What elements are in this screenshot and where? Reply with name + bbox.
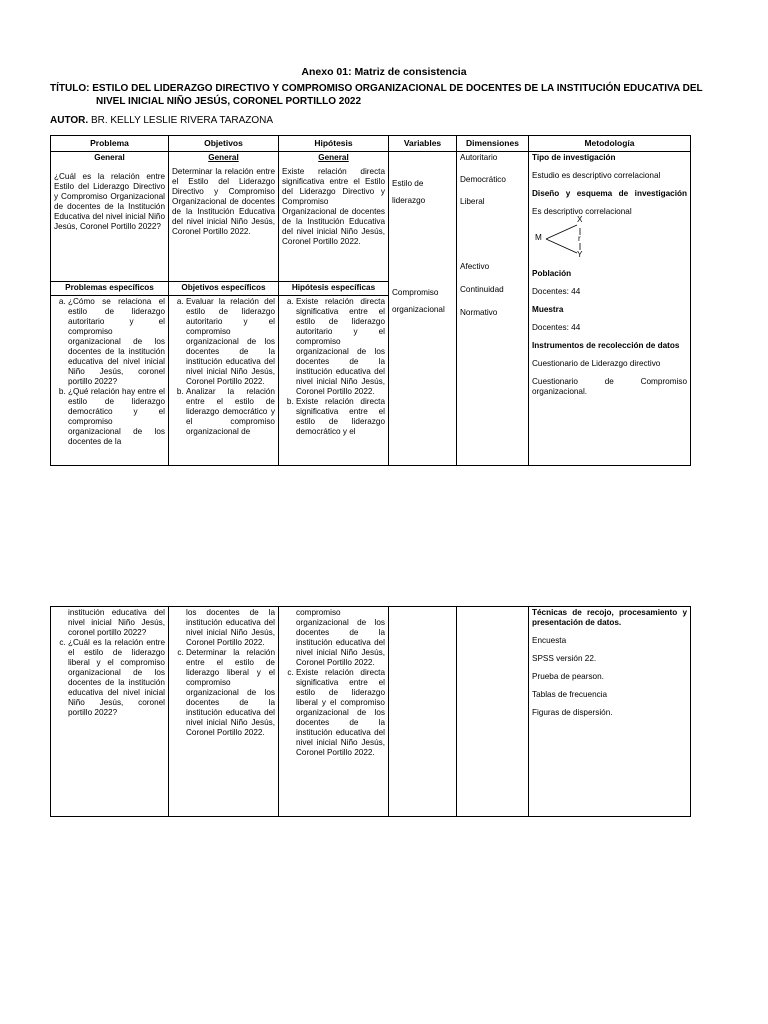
tecnica-4: Tablas de frecuencia (532, 690, 608, 699)
tecnicas-heading: Técnicas de recojo, procesamiento y presentación de datos. (532, 608, 687, 627)
col-objetivos: Objetivos (169, 136, 279, 152)
problema-b: b. ¿Qué relación hay entre el estilo de liderazgo democrático y el compromiso organizacional de los docentes de la (68, 387, 165, 447)
tecnica-1: Encuesta (532, 636, 567, 645)
dimension-liberal: Liberal (460, 197, 485, 206)
problemas-especificos-cont (51, 607, 169, 817)
objetivo-c: c. Determinar la relación entre el estilo de liderazgo liberal y el compromiso organizacional de los docentes de la institución educativa del nivel inicial Niño Jesús, Coronel Portillo 2022. (186, 648, 275, 738)
metodologia-cell (529, 152, 691, 466)
dimension-normativo: Normativo (460, 308, 498, 317)
dimension-democratico: Democrático (460, 175, 506, 184)
objetivo-general-text: Determinar la relación entre el Estilo del Liderazgo Directivo y Compromiso Organizacional de docentes de la Institución Educativa del nivel inicial Niño Jesús, Coronel Portillo 2022. (172, 167, 275, 236)
dimensiones-cell (457, 152, 529, 466)
annex-title: Anexo 01: Matriz de consistencia (301, 66, 467, 78)
objetivo-general (169, 152, 279, 282)
general-label: General (208, 153, 239, 162)
general-label: General (318, 153, 349, 162)
problema-b-cont: institución educativa del nivel inicial Niño Jesús, coronel portillo 2022? (68, 608, 165, 637)
hipotesis-a: a. Existe relación directa significativa entre el estilo de liderazgo autoritario y el compromiso organizacional de los docentes de la institución educativa del nivel inicial Niño Jesús, Coronel Portillo 2022. (296, 297, 385, 397)
metodologia-cell-cont (529, 607, 691, 817)
title-line-2: NIVEL INICIAL NIÑO JESÚS, CORONEL PORTILLO 2022 (96, 96, 362, 107)
tecnica-2: SPSS versión 22. (532, 654, 597, 663)
col-metodologia: Metodología (529, 136, 691, 152)
consistency-matrix-page-1 (50, 135, 691, 466)
consistency-matrix-page-2 (50, 606, 691, 817)
problema-general (51, 152, 169, 282)
variable-2: Compromiso organizacional (392, 288, 445, 314)
problema-c: c. ¿Cuál es la relación entre el estilo de liderazgo liberal y el compromiso organizacional de los docentes de la institución educativa del nivel inicial Niño Jesús, coronel portillo 2022? (68, 638, 165, 718)
tecnica-5: Figuras de dispersión. (532, 708, 613, 717)
hipotesis-especificas-header: Hipótesis específicas (279, 282, 389, 296)
author-label: AUTOR. (50, 115, 89, 126)
hipotesis-c: c. Existe relación directa significativa entre el estilo de liderazgo liberal y el compromiso organizacional de los docentes de la institución educativa del nivel inicial Niño Jesús, Coronel Portillo 2022. (296, 668, 385, 758)
problemas-especificos (51, 296, 169, 466)
hipotesis-b-cont: compromiso organizacional de los docentes de la institución educativa del nivel inicial Niño Jesús, Coronel Portillo 2022. (296, 608, 385, 667)
instrumentos-heading: Instrumentos de recolección de datos (532, 341, 680, 350)
dimension-autoritario: Autoritario (460, 153, 498, 162)
objetivos-especificos-header: Objetivos específicos (169, 282, 279, 296)
diagram-m: M (535, 233, 542, 242)
muestra-text: Docentes: 44 (532, 323, 581, 332)
author-line (50, 115, 273, 126)
variables-cell-cont (389, 607, 457, 817)
col-dimensiones: Dimensiones (457, 136, 529, 152)
problema-a: a. ¿Cómo se relaciona el estilo de liderazgo autoritario y el compromiso organizacional de los docentes de la institución educativa del nivel inicial Niño Jesús, coronel portillo 2022? (68, 297, 165, 387)
dimension-afectivo: Afectivo (460, 262, 490, 271)
dimensiones-cell-cont (457, 607, 529, 817)
hipotesis-b: b. Existe relación directa significativa entre el estilo de liderazgo democrático y el (296, 397, 385, 437)
hipotesis-general-text: Existe relación directa significativa entre el Estilo del Liderazgo Directivo y Compromiso Organizacional de docentes de la Institución Educativa del nivel inicial Niño Jesús, Coronel Portillo 2022. (282, 167, 385, 246)
objetivo-a: a. Evaluar la relación del estilo de liderazgo autoritario y el compromiso organizacional de los docentes de la institución educativa del nivel inicial Niño Jesús, Coronel Portillo 2022. (186, 297, 275, 387)
document-title (50, 82, 720, 108)
general-label: General (94, 153, 125, 162)
tipo-text: Estudio es descriptivo correlacional (532, 171, 661, 180)
objetivos-especificos-cont (169, 607, 279, 817)
col-hipotesis: Hipótesis (279, 136, 389, 152)
col-variables: Variables (389, 136, 457, 152)
poblacion-heading: Población (532, 269, 572, 278)
col-problema: Problema (51, 136, 169, 152)
problemas-especificos-header: Problemas específicos (51, 282, 169, 296)
title-line-1: TÍTULO: ESTILO DEL LIDERAZGO DIRECTIVO Y COMPROMISO ORGANIZACIONAL DE DOCENTES DE LA INSTITUCIÓN EDUCATIVA DEL (50, 83, 703, 94)
diseno-text: Es descriptivo correlacional (532, 207, 632, 216)
muestra-heading: Muestra (532, 305, 564, 314)
variables-cell (389, 152, 457, 466)
hipotesis-especificas (279, 296, 389, 466)
poblacion-text: Docentes: 44 (532, 287, 581, 296)
objetivo-b-cont: los docentes de la institución educativa del nivel inicial Niño Jesús, Coronel Portillo 2022. (186, 608, 275, 647)
instrumento-1: Cuestionario de Liderazgo directivo (532, 359, 661, 368)
hipotesis-general (279, 152, 389, 282)
author-name: BR. KELLY LESLIE RIVERA TARAZONA (90, 115, 274, 126)
diagram-y: Y (577, 250, 583, 259)
tipo-heading: Tipo de investigación (532, 153, 616, 162)
dimension-continuidad: Continuidad (460, 285, 504, 294)
tecnica-3: Prueba de pearson. (532, 672, 604, 681)
problema-general-text: ¿Cuál es la relación entre Estilo del Liderazgo Directivo y Compromiso Organizacional de docentes de la Institución Educativa del nivel inicial Niño Jesús, Coronel Portillo 2022? (54, 172, 165, 231)
objetivos-especificos (169, 296, 279, 466)
instrumento-2: Cuestionario de Compromiso organizacional. (532, 377, 687, 396)
objetivo-b: b. Analizar la relación entre el estilo de liderazgo democrático y el compromiso organizacional de (186, 387, 275, 437)
diseno-heading: Diseño y esquema de investigación (532, 189, 687, 198)
design-diagram (532, 217, 687, 259)
hipotesis-especificas-cont (279, 607, 389, 817)
diagram-r: r (578, 234, 581, 243)
variable-1: Estilo de liderazgo (392, 179, 426, 205)
diagram-x: X (577, 215, 583, 224)
